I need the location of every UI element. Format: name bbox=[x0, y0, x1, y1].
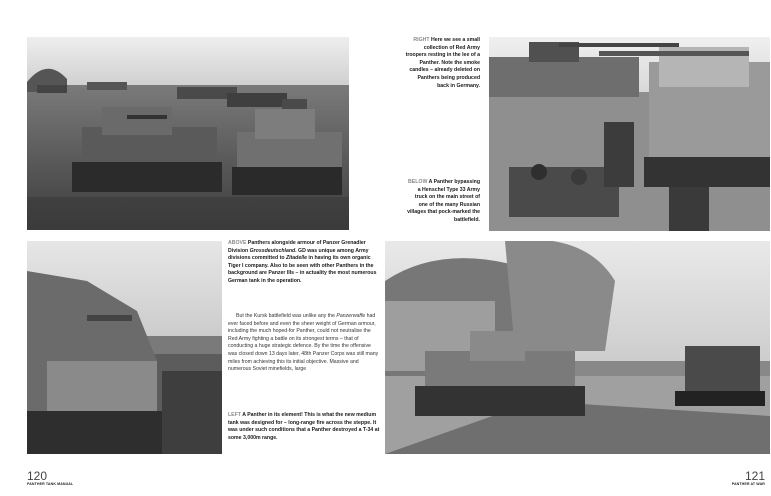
photo-panther-steppe bbox=[27, 241, 222, 454]
photo-red-army-troopers bbox=[489, 37, 770, 231]
page-number-right: 121 bbox=[744, 469, 765, 483]
caption-italic-gd: Grossdeutschland bbox=[249, 247, 296, 254]
caption-left bbox=[228, 412, 380, 442]
caption-right bbox=[405, 37, 480, 90]
caption-text-left: A Panther in its element! This is what the new medium tank was designed for – long-range fire across the steppe. It was under such conditions that a Panther destroyed a T-34 at some 3,000m range. bbox=[228, 412, 380, 441]
caption-text-above-2: . GD was unique among Army divisions committed to bbox=[228, 247, 369, 262]
caption-lead-above: ABOVE bbox=[228, 240, 247, 246]
running-head-left: PANTHER TANK MANUAL bbox=[27, 482, 74, 486]
page-number-left: 120 bbox=[27, 469, 48, 483]
caption-text-below: A Panther bypassing a Henschel Type 33 Army truck on the main street of one of the many Russian villages that pock-marked the battlefield. bbox=[407, 179, 480, 223]
caption-above bbox=[228, 240, 380, 286]
caption-text-right: Here we see a small collection of Red Army troopers resting in the lee of a Panther. Note the smoke candles – already deleted on Panthers being produced back in Germany. bbox=[405, 37, 480, 89]
caption-below bbox=[405, 179, 480, 225]
caption-italic-zitadelle: Zitadelle bbox=[285, 255, 307, 262]
caption-text-above-1: Panthers alongside armour of Panzer Grenadier Division bbox=[228, 240, 366, 254]
folio-right bbox=[732, 470, 765, 487]
caption-text-above-3: in having its own organic Tiger I company. Also to be seen with other Panthers in the background are Panzer IIIs – in actuality the most numerous German tank in the operation. bbox=[228, 255, 377, 284]
folio-left bbox=[27, 470, 73, 487]
body-text-start: But the Kursk battlefield was unlike any the bbox=[236, 313, 337, 319]
running-head-right: PANTHER AT WAR bbox=[731, 482, 765, 486]
body-italic-panzerwaffe: Panzerwaffe bbox=[336, 313, 366, 319]
body-paragraph bbox=[228, 313, 380, 374]
caption-lead-below: BELOW bbox=[408, 179, 428, 185]
caption-lead-right: RIGHT bbox=[413, 37, 430, 43]
body-text-rest: had ever faced before and even the sheer weight of German armour, including the much hoped-for Panther, could not neutralise the Red Army fighting a battle on its strongest terms – that of conducting a huge strategic defence. By the time the offensive was closed down 13 days later, 48th Panzer Corps was still many miles from achieving this its initial objective. Massive and numerous Soviet minefields, large bbox=[228, 313, 379, 373]
caption-lead-left: LEFT bbox=[228, 412, 241, 418]
photo-panther-village bbox=[385, 241, 770, 454]
photo-panthers-column bbox=[27, 37, 349, 230]
